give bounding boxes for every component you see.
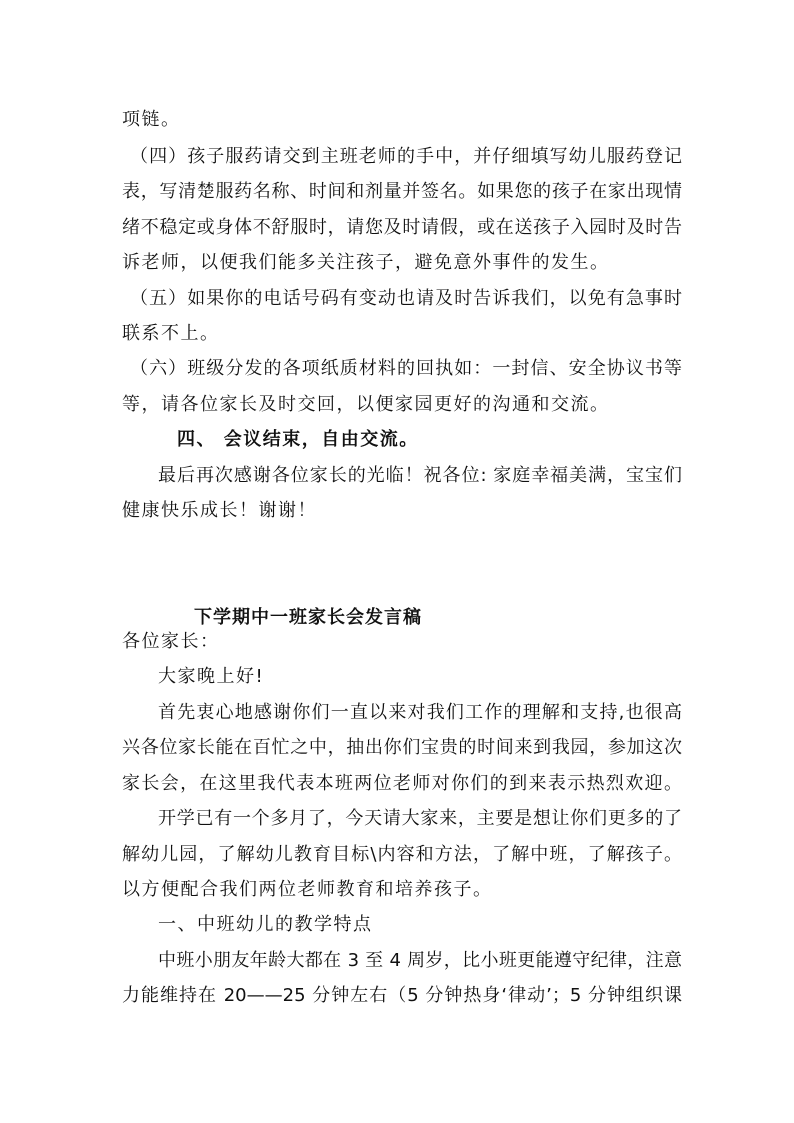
paragraph-line: 健康快乐成长！谢谢！ bbox=[122, 500, 317, 521]
paragraph-line: 联系不上。 bbox=[122, 323, 220, 344]
paragraph-line: 大家晚上好! bbox=[158, 666, 265, 687]
salutation: 各位家长： bbox=[122, 631, 220, 652]
paragraph-line: （五）如果你的电话号码有变动也请及时告诉我们，以免有急事时 bbox=[130, 288, 682, 309]
paragraph-line: 开学已有一个多月了，今天请大家来，主要是想让你们更多的了 bbox=[158, 808, 682, 829]
document-title: 下学期中一班家长会发言稿 bbox=[194, 607, 422, 628]
paragraph-line: （六）班级分发的各项纸质材料的回执如：一封信、安全协议书等 bbox=[130, 358, 682, 379]
paragraph-line: 绪不稳定或身体不舒服时，请您及时请假，或在送孩子入园时及时告 bbox=[122, 217, 682, 238]
paragraph-line: 家长会，在这里我代表本班两位老师对你们的到来表示热烈欢迎。 bbox=[122, 773, 682, 794]
paragraph-line: 力能维持在 20——25 分钟左右（5 分钟热身‘律动’；5 分钟组织课 bbox=[122, 985, 682, 1006]
paragraph-line: 表，写清楚服药名称、时间和剂量并签名。如果您的孩子在家出现情 bbox=[122, 181, 682, 202]
paragraph-line: 最后再次感谢各位家长的光临！祝各位: 家庭幸福美满，宝宝们 bbox=[158, 465, 682, 486]
paragraph-line: 诉老师，以便我们能多关注孩子，避免意外事件的发生。 bbox=[122, 252, 610, 273]
paragraph-line: 以方便配合我们两位老师教育和培养孩子。 bbox=[122, 879, 493, 900]
paragraph-line: 项链。 bbox=[122, 109, 181, 130]
paragraph-line: 解幼儿园，了解幼儿教育目标\内容和方法，了解中班，了解孩子。 bbox=[122, 844, 682, 865]
paragraph-line: （四）孩子服药请交到主班老师的手中，并仔细填写幼儿服药登记 bbox=[130, 146, 682, 167]
paragraph-line: 中班小朋友年龄大都在 3 至 4 周岁，比小班更能遵守纪律，注意 bbox=[158, 950, 682, 971]
section-heading: 一、中班幼儿的教学特点 bbox=[158, 914, 373, 935]
paragraph-line: 首先衷心地感谢你们一直以来对我们工作的理解和支持,也很高 bbox=[158, 702, 682, 723]
paragraph-line: 等，请各位家长及时交回，以便家园更好的沟通和交流。 bbox=[122, 394, 610, 415]
paragraph-line: 兴各位家长能在百忙之中，抽出你们宝贵的时间来到我园，参加这次 bbox=[122, 737, 682, 758]
section-heading: 四、 会议结束，自由交流。 bbox=[177, 429, 419, 450]
